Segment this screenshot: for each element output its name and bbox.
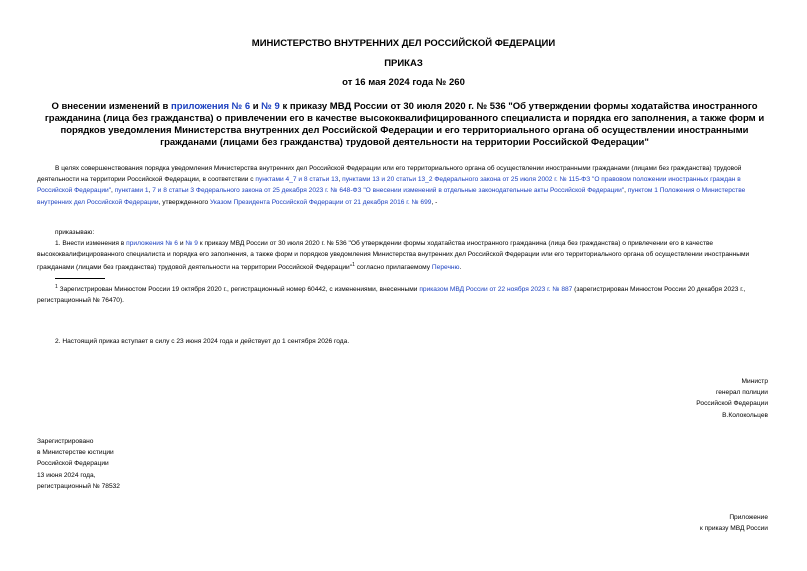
appendix-block — [560, 512, 768, 534]
item-1-paragraph: 1. Внести изменения в приложения № 6 и № 9 к приказу МВД России от 30 июля 2020 г. № 536 "Об утверждении формы ходатайства иностранного гражданина (лица без гражданства) о привлечении его в качестве высококвалифицированного специалиста и порядка его заполнения, а также форм и порядков уведомления Министерства внутренних дел Российской Федерации или его территориального органа об осуществлении иностранными гражданами (лицами без гражданства) трудовой деятельности на территории Российской Федерации"$^1$ согласно прилагаемому Перечню. — [37, 240, 750, 272]
preamble-paragraph: В целях совершенствования порядка уведомления Министерства внутренних дел Российской Федерации или его территориального органа об осуществлении иностранными гражданами (лицами без гражданства) трудовой деятельности на территории Российской Федерации, в соответствии с пунктами 4_7 и 8 статьи 13, пунктами 13 и 20 статьи 13_2 Федерального закона от 25 июля 2002 г. № 115-ФЗ "О правовом положении иностранных граждан в Российской Федерации", пунктами 1, 7 и 8 статьи 3 Федерального закона от 25 декабря 2023 г. № 648-ФЗ "О внесении изменений в отдельные законодательные акты Российской Федерации", пунктом 1 Положения о Министерстве внутренних дел Российской Федерации, утвержденного Указом Президента Российской Федерации от 21 декабря 2016 г. № 699, - — [37, 165, 746, 206]
registration-line-2: в Министерстве юстиции — [37, 449, 114, 457]
registration-line-1: Зарегистрировано — [37, 438, 94, 445]
ministry-heading: МИНИСТЕРСТВО ВНУТРЕННИХ ДЕЛ РОССИЙСКОЙ ФЕДЕРАЦИИ — [251, 38, 556, 49]
preamble-link-3[interactable]: пунктами 1 — [114, 187, 149, 195]
footnote-ref: 1 — [352, 262, 355, 269]
footnote-paragraph: $^1$ Зарегистрирован Минюстом России 19 октября 2020 г., регистрационный номер 60442, с изменениями, внесенными приказом МВД России от 22 ноября 2023 г. № 887 (зарегистрирован Минюстом России 20 декабря 2023 г., регистрационный № 76470). — [37, 284, 746, 305]
signature-block — [560, 376, 768, 421]
signature-line-3: Российской Федерации — [696, 400, 768, 408]
doc-title: О внесении изменений в приложения № 6 и № 9 к приказу МВД России от 30 июля 2020 г. № 536 "Об утверждении формы ходатайства иностранного гражданина (лица без гражданства) о привлечении его в качестве высококвалифицированного специалиста и порядка его заполнения, а также форм и порядков уведомления Министерства внутренних дел Российской Федерации и его территориального органа об осуществлении иностранными гражданами (лицами без гражданства) трудовой деятельности на территории Российской Федерации" — [44, 101, 765, 148]
registration-line-4: 13 июня 2024 года, — [37, 471, 96, 479]
title-link-appendix-6[interactable]: приложения № 6 — [171, 101, 251, 112]
preamble-link-2[interactable]: пунктами 13 и 20 статьи 13_2 Федерального закона от 25 июля 2002 г. № 115-ФЗ "О правовом положении иностранных граждан в Российской Федерации" — [37, 176, 741, 195]
doc-type-heading: ПРИКАЗ — [384, 58, 423, 69]
signature-line-4: В.Колокольцев — [722, 411, 768, 419]
registration-line-3: Российской Федерации — [37, 460, 109, 468]
order-word: приказываю: — [55, 229, 95, 236]
footnote-link-order-887[interactable]: приказом МВД России от 22 ноября 2023 г. № 887 — [419, 286, 573, 294]
appendix-line-2: к приказу МВД России — [699, 525, 768, 533]
registration-line-5: регистрационный № 78532 — [37, 482, 120, 490]
signature-line-2: генерал полиции — [715, 389, 768, 397]
preamble-link-4[interactable]: 7 и 8 статьи 3 Федерального закона от 25 декабря 2023 г. № 648-ФЗ "О внесении изменений в отдельные законодательные акты Российской Федерации" — [152, 187, 625, 195]
preamble-link-5[interactable]: пунктом 1 Положения о Министерстве внутренних дел Российской Федерации — [37, 187, 746, 206]
preamble-link-1[interactable]: пунктами 4_7 и 8 статьи 13 — [255, 176, 339, 184]
appendix-line-1: Приложение — [729, 514, 768, 521]
signature-line-1: Министр — [741, 378, 768, 385]
doc-date-number: от 16 мая 2024 года № 260 — [342, 77, 465, 88]
item1-link-list[interactable]: Перечню — [431, 264, 460, 272]
item1-link-appendix-9[interactable]: № 9 — [185, 240, 198, 247]
preamble-link-6[interactable]: Указом Президента Российской Федерации от 21 декабря 2016 г. № 699 — [209, 198, 432, 206]
footnote-mark: 1 — [55, 284, 58, 290]
item1-link-appendix-6[interactable]: приложения № 6 — [126, 240, 178, 247]
title-link-appendix-9[interactable]: № 9 — [261, 101, 280, 112]
item-2-paragraph: 2. Настоящий приказ вступает в силу с 23 июня 2024 года и действует до 1 сентября 2026 года. — [55, 338, 350, 345]
footnote-divider — [55, 278, 105, 279]
registration-block — [37, 436, 120, 492]
